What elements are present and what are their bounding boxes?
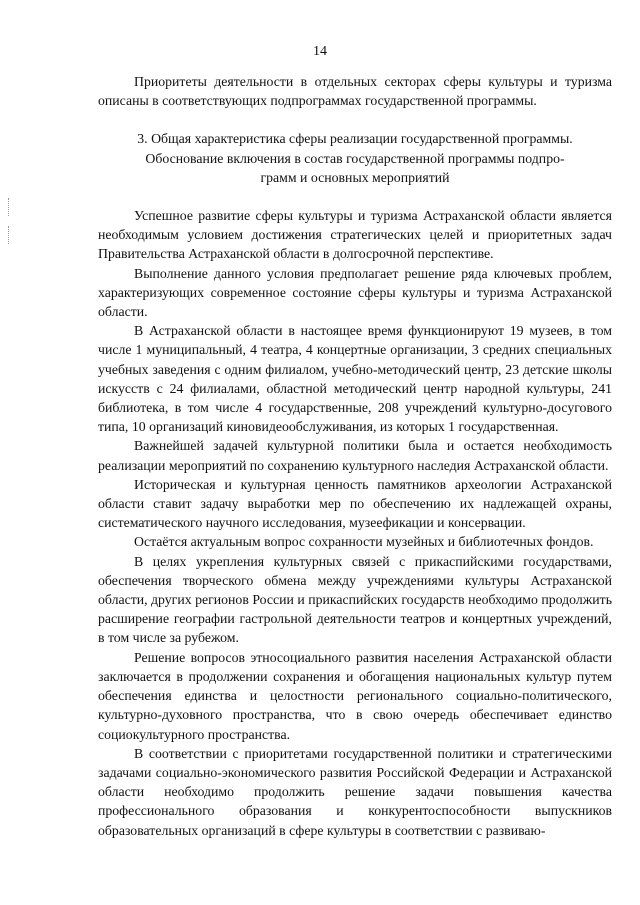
body-paragraph: Успешное развитие сферы культуры и туризма Астраханской области является необходимым условием достижения стратегических целей и приоритетных задач Правительства Астраханской области в долгосрочной перспективе. — [98, 208, 612, 262]
section-heading-line: Обоснование включения в состав государственной программы подпро- — [145, 150, 565, 166]
margin-scan-mark — [8, 198, 10, 216]
section-heading-line: грамм и основных мероприятий — [260, 169, 450, 185]
body-paragraph: Решение вопросов этносоциального развития населения Астраханской области заключается в продолжении сохранения и обогащения национальных культур путем обеспечения единства и целостности регионального социально-политического, культурно-духовного пространства, что в свою очередь обеспечивает единство социокультурного пространства. — [98, 649, 612, 742]
body-paragraph: Важнейшей задачей культурной политики была и остается необходимость реализации мероприятий по сохранению культурного наследия Астраханской области. — [98, 438, 612, 473]
margin-scan-mark — [8, 226, 10, 244]
body-paragraph: Выполнение данного условия предполагает решение ряда ключевых проблем, характеризующих современное состояние сферы культуры и туризма Астраханской области. — [98, 265, 612, 320]
document-body — [98, 72, 612, 840]
intro-paragraph: Приоритеты деятельности в отдельных секторах сферы культуры и туризма описаны в соответствующих подпрограммах государственной программы. — [98, 74, 612, 109]
body-paragraph: В Астраханской области в настоящее время функционируют 19 музеев, в том числе 1 муниципальный, 4 театра, 4 концертные организации, 3 средних специальных учебных заведения с одним филиалом, учебно-методический центр, 23 детские школы искусств с 24 филиалами, областной методический центр народной культуры, 241 библиотека, в том числе 4 государственные, 208 учреждений культурно-досугового типа, 10 организаций киновидеообслуживания, из которых 1 государственная. — [98, 323, 612, 435]
section-heading-line: 3. Общая характеристика сферы реализации государственной программы. — [137, 131, 573, 147]
body-paragraph: Историческая и культурная ценность памятников археологии Астраханской области ставит задачу выработки мер по обеспечению их надлежащей охраны, систематического научного исследования, музеефикации и консервации. — [98, 476, 612, 531]
body-paragraph: В соответствии с приоритетами государственной политики и стратегическими задачами социально-экономического развития Российской Федерации и Астраханской области необходимо продолжить решение задачи повышения качества профессионального образования и конкурентоспособности выпускников образовательных организаций в сфере культуры в соответствии с развиваю- — [98, 745, 612, 838]
body-paragraph: Остаётся актуальным вопрос сохранности музейных и библиотечных фондов. — [134, 534, 594, 550]
body-paragraph: В целях укрепления культурных связей с прикаспийскими государствами, обеспечения творческого обмена между учреждениями культуры Астраханской области, других регионов России и прикаспийских государств необходимо продолжить расширение географии гастрольной деятельности театров и концертных учреждений, в том числе за рубежом. — [98, 553, 612, 646]
page-number: 14 — [313, 44, 327, 59]
section-heading — [98, 129, 612, 187]
